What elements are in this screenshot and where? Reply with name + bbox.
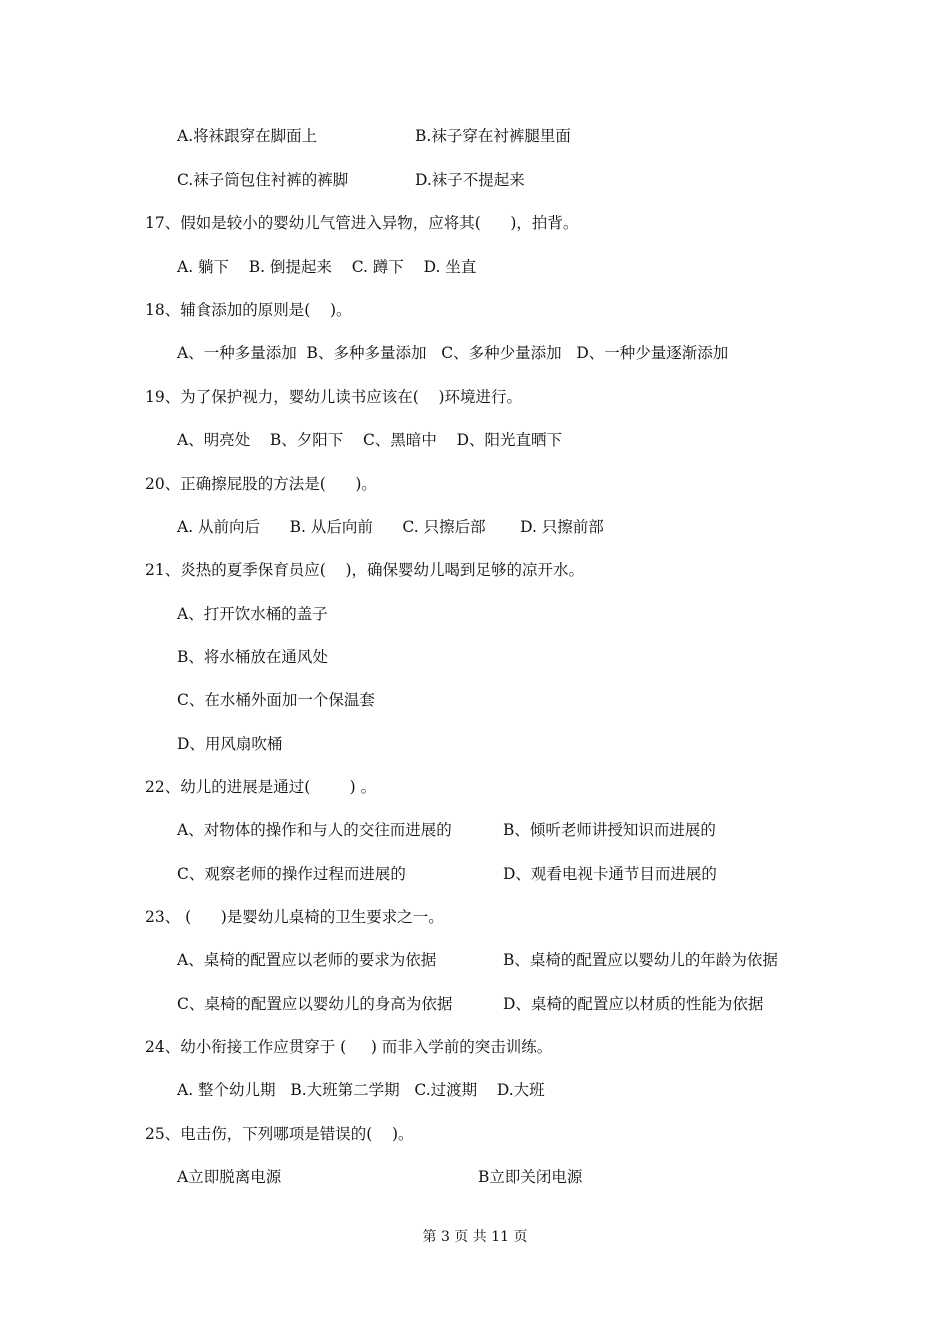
q22-option-d: D、观看电视卡通节目而进展的 — [503, 865, 717, 883]
q22-option-a: A、对物体的操作和与人的交往而进展的 — [177, 821, 452, 839]
q23-option-b: B、桌椅的配置应以婴幼儿的年龄为依据 — [503, 951, 778, 969]
question-24: 24、幼小衔接工作应贯穿于 ( ) 而非入学前的突击训练。 — [145, 1038, 553, 1056]
q17-options: A. 躺下 B. 倒提起来 C. 蹲下 D. 坐直 — [177, 258, 477, 276]
question-21: 21、炎热的夏季保育员应( )，确保婴幼儿喝到足够的凉开水。 — [145, 561, 585, 579]
q16-option-d: D.袜子不提起来 — [415, 171, 525, 189]
question-20: 20、正确擦屁股的方法是( )。 — [145, 475, 377, 493]
q16-option-a: A.将袜跟穿在脚面上 — [177, 127, 318, 145]
question-19: 19、为了保护视力，婴幼儿读书应该在( )环境进行。 — [145, 388, 523, 406]
question-17: 17、假如是较小的婴幼儿气管进入异物，应将其( )，拍背。 — [145, 214, 579, 232]
q25-option-b: B立即关闭电源 — [478, 1168, 583, 1186]
q22-option-c: C、观察老师的操作过程而进展的 — [177, 865, 406, 883]
question-23: 23、 ( )是婴幼儿桌椅的卫生要求之一。 — [145, 908, 444, 926]
q23-option-d: D、桌椅的配置应以材质的性能为依据 — [503, 995, 764, 1013]
question-22: 22、幼儿的进展是通过( ) 。 — [145, 778, 377, 796]
q21-option-a: A、打开饮水桶的盖子 — [177, 605, 328, 623]
q21-option-b: B、将水桶放在通风处 — [177, 648, 328, 666]
q23-option-c: C、桌椅的配置应以婴幼儿的身高为依据 — [177, 995, 453, 1013]
q24-options: A. 整个幼儿期 B.大班第二学期 C.过渡期 D.大班 — [177, 1081, 545, 1099]
q19-options: A、明亮处 B、夕阳下 C、黑暗中 D、阳光直晒下 — [177, 431, 562, 449]
question-18: 18、辅食添加的原则是( )。 — [145, 301, 352, 319]
q16-option-c: C.袜子筒包住衬裤的裤脚 — [177, 171, 349, 189]
q20-options: A. 从前向后 B. 从后向前 C. 只擦后部 D. 只擦前部 — [177, 518, 604, 536]
q25-option-a: A立即脱离电源 — [177, 1168, 282, 1186]
q18-options: A、一种多量添加 B、多种多量添加 C、多种少量添加 D、一种少量逐渐添加 — [177, 344, 729, 362]
q21-option-c: C、在水桶外面加一个保温套 — [177, 691, 375, 709]
q16-option-b: B.袜子穿在衬裤腿里面 — [415, 127, 571, 145]
page-footer: 第 3 页 共 11 页 — [422, 1229, 528, 1245]
q22-option-b: B、倾听老师讲授知识而进展的 — [503, 821, 716, 839]
q23-option-a: A、桌椅的配置应以老师的要求为依据 — [177, 951, 437, 969]
question-25: 25、电击伤，下列哪项是错误的( )。 — [145, 1125, 414, 1143]
q21-option-d: D、用风扇吹桶 — [177, 735, 283, 753]
